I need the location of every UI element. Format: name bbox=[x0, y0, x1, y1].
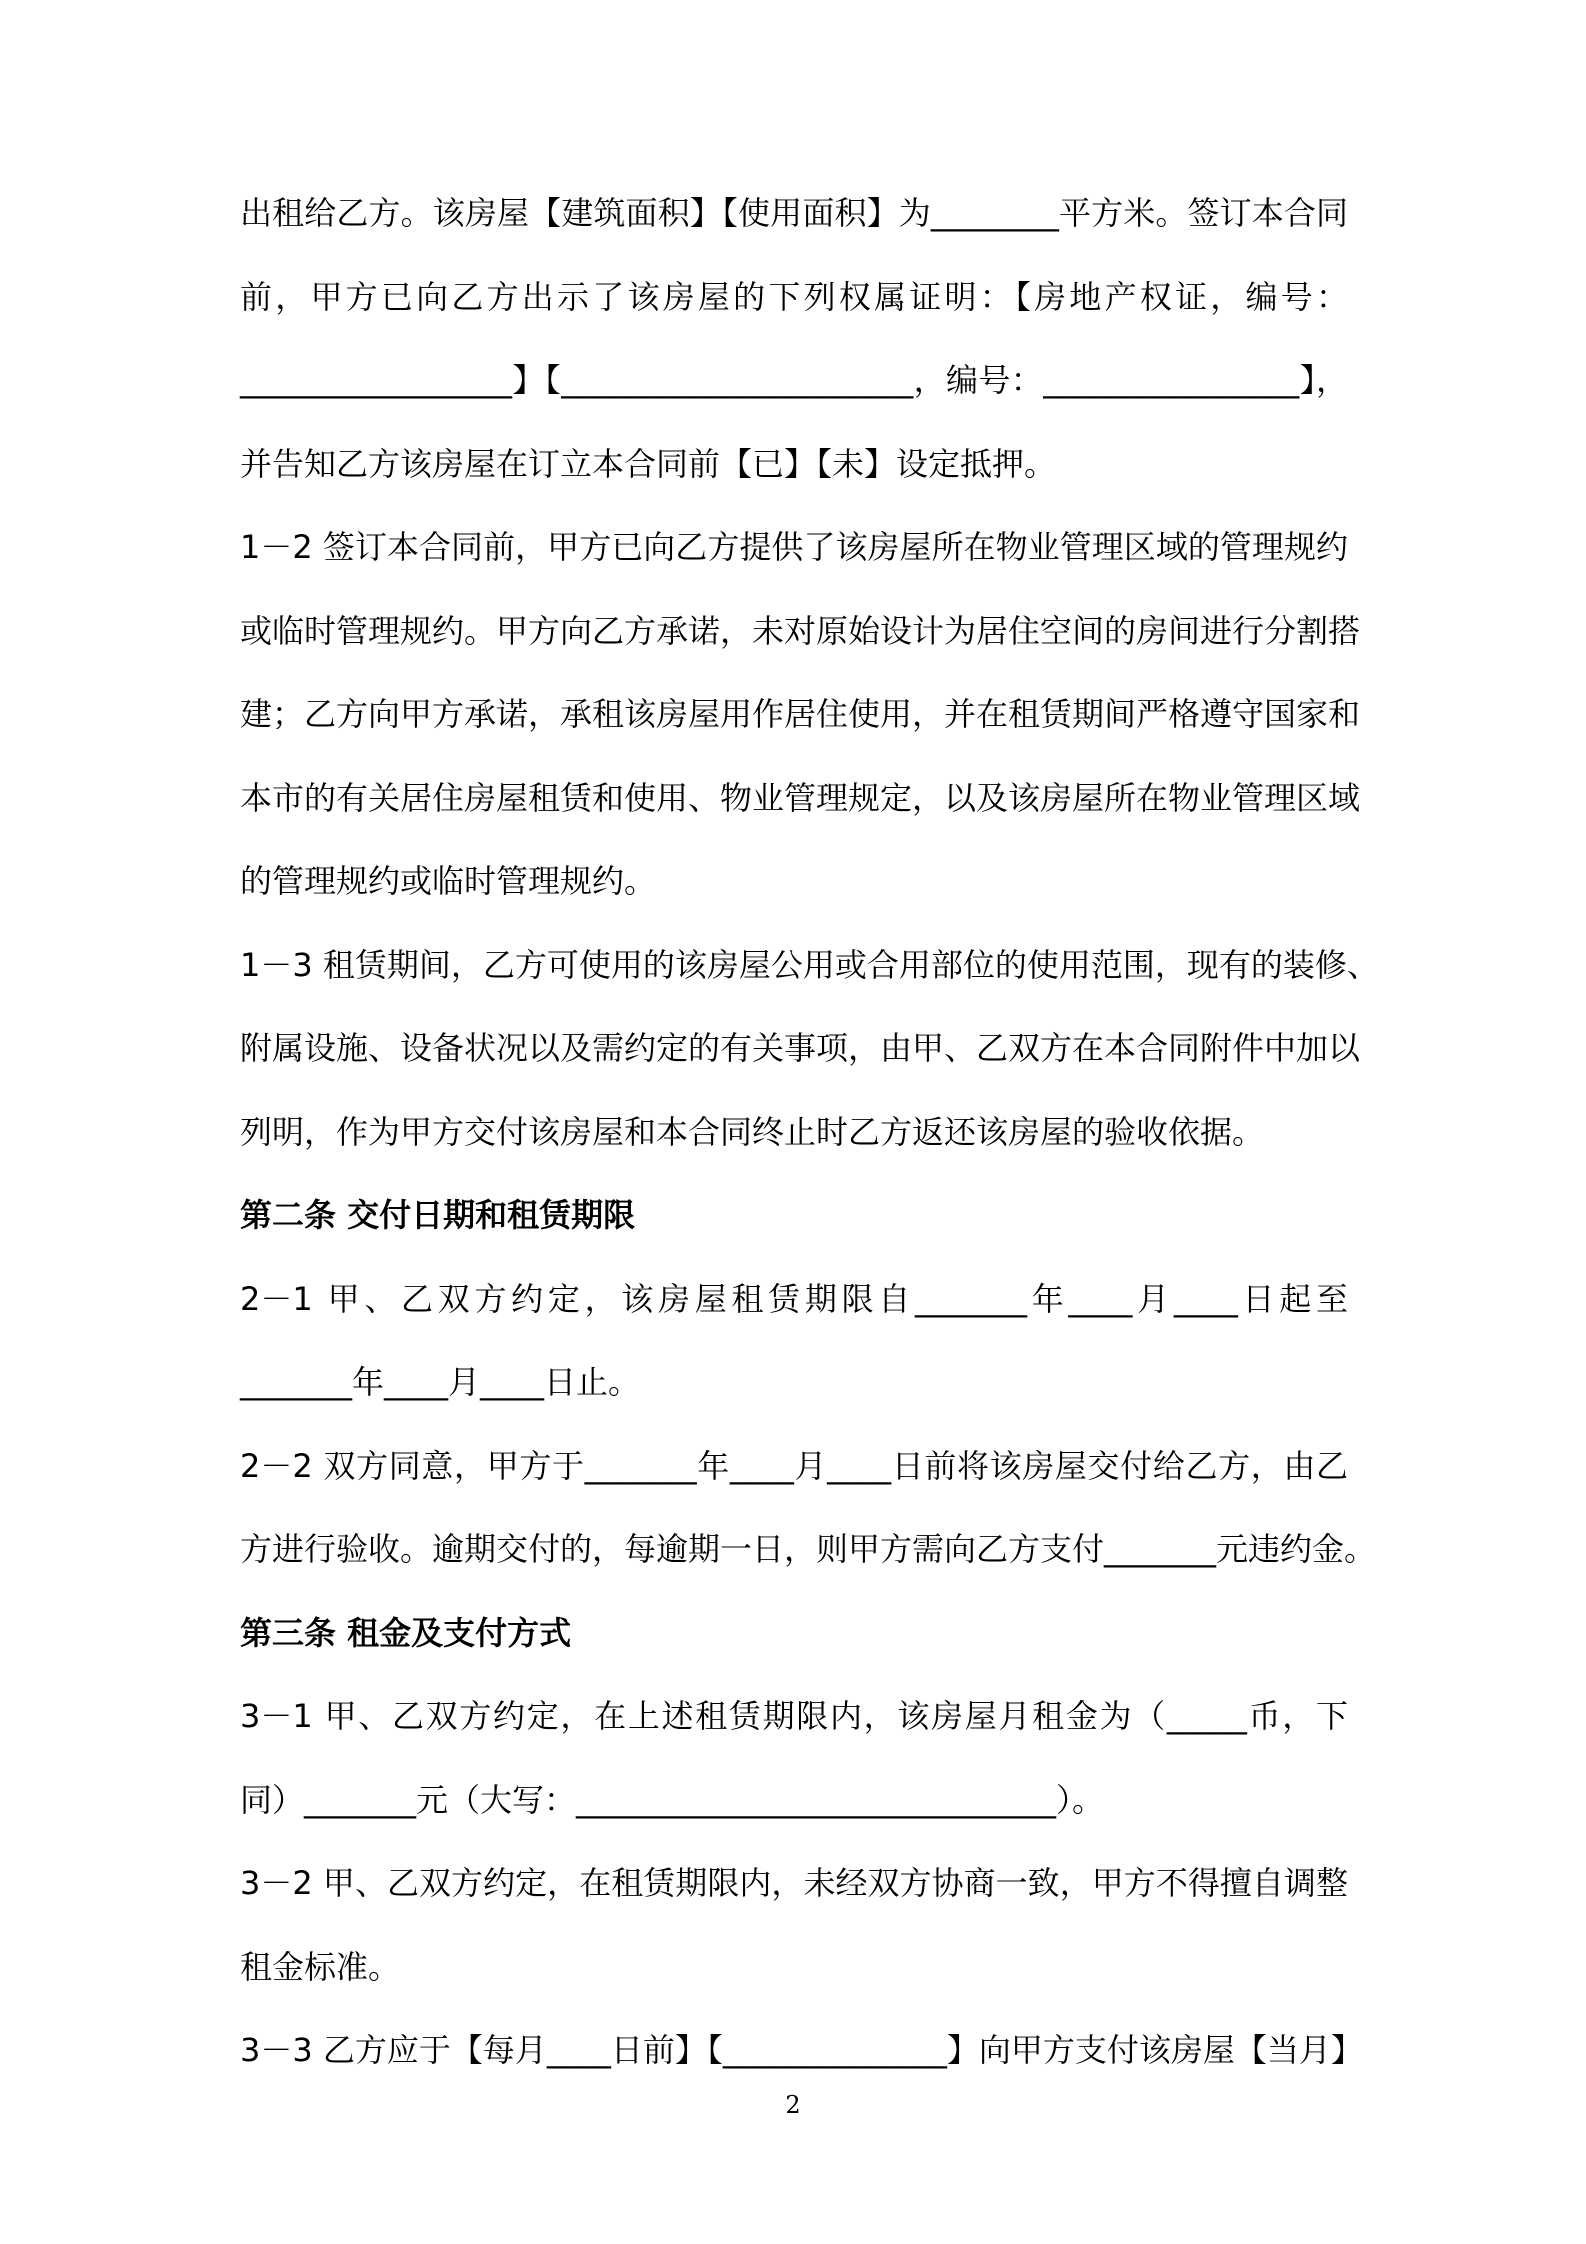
section-heading: 第三条 租金及支付方式 bbox=[240, 1613, 572, 1652]
text-line: 并告知乙方该房屋在订立本合同前【已】【未】设定抵押。 bbox=[240, 444, 1057, 483]
text-line: 3－3 乙方应于【每月____日前】【______________】向甲方支付该房屋【当月】 bbox=[240, 2031, 1363, 2069]
text-line: 同）_______元（大写：______________________________）。 bbox=[240, 1780, 1105, 1819]
text-line: 列明，作为甲方交付该房屋和本合同终止时乙方返还该房屋的验收依据。 bbox=[240, 1112, 1265, 1151]
text-line: _______年____月____日止。 bbox=[240, 1363, 641, 1401]
text-line: 本市的有关居住房屋租赁和使用、物业管理规定，以及该房屋所在物业管理区域 bbox=[240, 778, 1361, 817]
text-line: 附属设施、设备状况以及需约定的有关事项，由甲、乙双方在本合同附件中加以 bbox=[240, 1029, 1361, 1067]
text-line: 租金标准。 bbox=[240, 1947, 401, 1986]
text-line: 3－1 甲、乙双方约定，在上述租赁期限内，该房屋月租金为（_____币，下 bbox=[240, 1697, 1348, 1735]
text-line: 方进行验收。逾期交付的，每逾期一日，则甲方需向乙方支付_______元违约金。 bbox=[240, 1530, 1377, 1568]
text-line: 3－2 甲、乙双方约定，在租赁期限内，未经双方协商一致，甲方不得擅自调整 bbox=[240, 1864, 1348, 1902]
text-line: 2－2 双方同意，甲方于_______年____月____日前将该房屋交付给乙方，由乙 bbox=[240, 1446, 1348, 1485]
text-line: 1－3 租赁期间，乙方可使用的该房屋公用或合用部位的使用范围，现有的装修、 bbox=[240, 945, 1379, 984]
text-line: 2－1 甲、乙双方约定，该房屋租赁期限自_______年____月____日起至 bbox=[240, 1279, 1348, 1318]
text-line: 出租给乙方。该房屋【建筑面积】【使用面积】为________平方米。签订本合同 bbox=[240, 194, 1348, 232]
text-line: 或临时管理规约。甲方向乙方承诺，未对原始设计为居住空间的房间进行分割搭 bbox=[240, 611, 1361, 650]
section-heading: 第二条 交付日期和租赁期限 bbox=[240, 1196, 636, 1234]
page-number: 2 bbox=[785, 2091, 801, 2119]
text-line: 的管理规约或临时管理规约。 bbox=[240, 862, 657, 900]
text-line: _________________】【______________________，编号：________________】， bbox=[240, 361, 1348, 399]
text-line: 1－2 签订本合同前，甲方已向乙方提供了该房屋所在物业管理区域的管理规约 bbox=[240, 528, 1348, 566]
text-line: 前，甲方已向乙方出示了该房屋的下列权属证明：【房地产权证，编号： bbox=[240, 277, 1348, 316]
document-body bbox=[240, 172, 1379, 2093]
text-line: 建；乙方向甲方承诺，承租该房屋用作居住使用，并在租赁期间严格遵守国家和 bbox=[240, 695, 1361, 733]
